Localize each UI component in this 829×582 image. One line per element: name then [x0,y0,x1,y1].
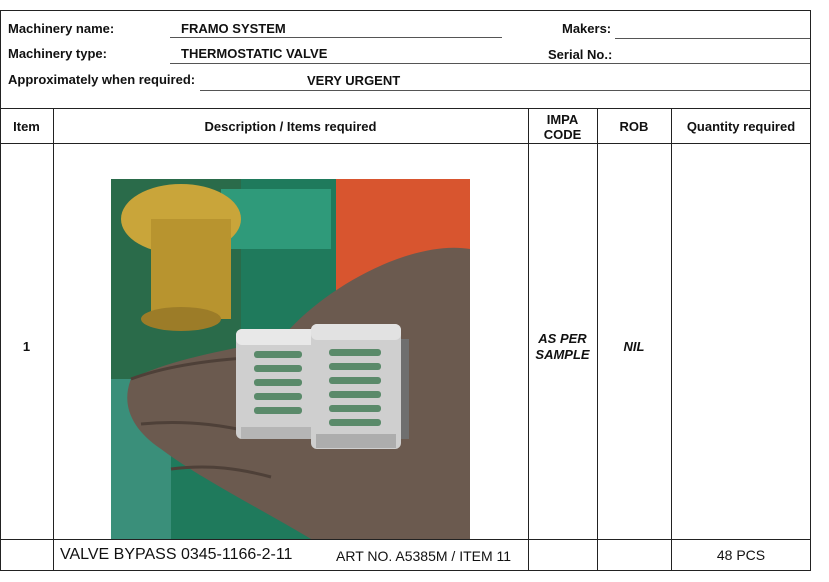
row-impa-code [528,331,597,363]
row-impa-line1: AS PER [538,331,587,346]
col-header-description: Description / Items required [204,119,377,134]
sample-photo [111,179,470,539]
machinery-type-value: THERMOSTATIC VALVE [181,46,328,61]
col-header-quantity: Quantity required [686,119,796,134]
machinery-type-label: Machinery type: [8,46,107,61]
row-item-number: 1 [22,339,31,354]
required-underline [200,90,810,91]
sample-photo-image [111,179,470,539]
required-label: Approximately when required: [8,72,196,87]
machinery-name-value: FRAMO SYSTEM [181,21,286,36]
col-header-item: Item [13,119,40,134]
machinery-name-underline [170,37,502,38]
required-value: VERY URGENT [307,73,401,88]
machinery-name-label: Machinery name: [8,21,115,36]
col-header-impa [528,112,597,142]
machinery-type-underline [170,63,810,64]
col-divider-item [53,108,54,571]
footer-quantity: 48 PCS [716,547,766,563]
footer-description: VALVE BYPASS 0345-1166-2-11 [60,546,293,563]
col-header-rob: ROB [619,119,649,134]
makers-underline [615,38,810,39]
serial-label: Serial No.: [548,47,613,62]
makers-label: Makers: [562,21,612,36]
footer-art-no: ART NO. A5385M / ITEM 11 [336,548,512,564]
header-box [0,10,811,109]
row-rob: NIL [623,339,645,354]
table-header-divider [0,143,811,144]
col-header-impa-line2: CODE [543,127,582,142]
col-header-impa-line1: IMPA [546,112,579,127]
table-footer-divider [0,539,811,540]
row-impa-line2: SAMPLE [535,347,590,362]
col-divider-rob [671,108,672,571]
